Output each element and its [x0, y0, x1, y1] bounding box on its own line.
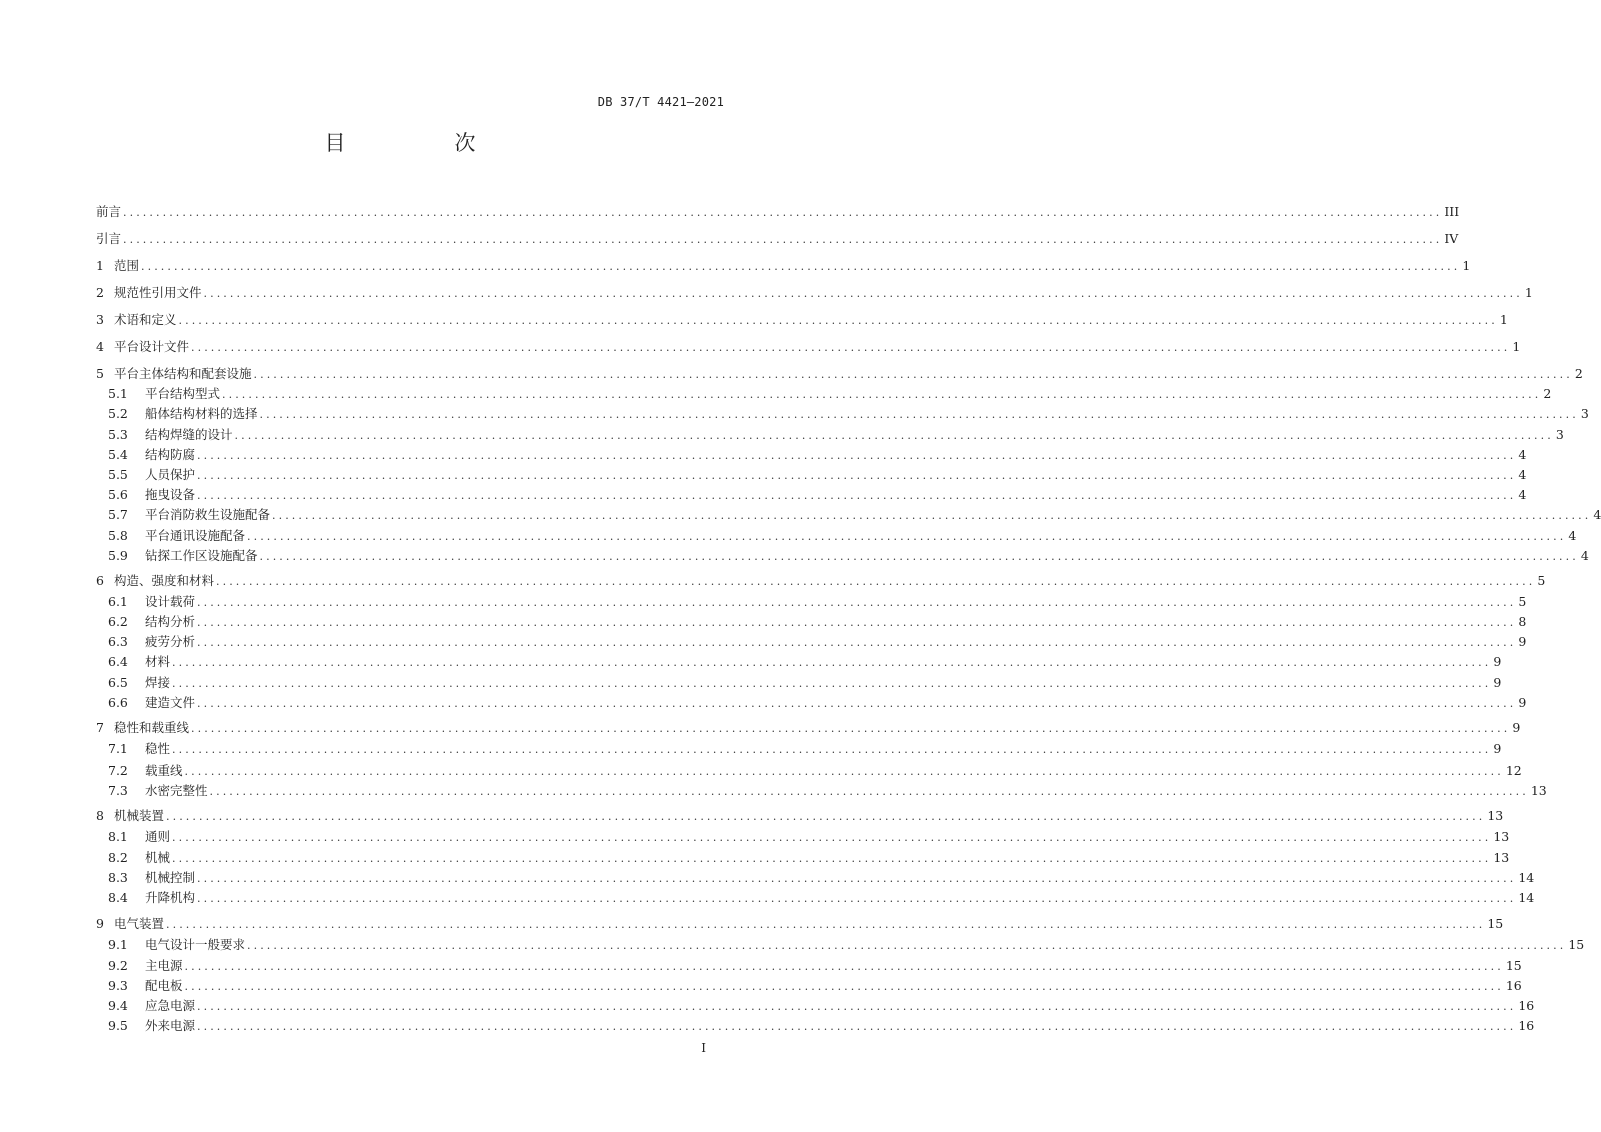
toc-subentry[interactable] [108, 445, 1527, 465]
toc-entry-label: 建造文件 [145, 695, 196, 710]
dot-leader: ........................................................................................................................................................................................................ [203, 287, 1523, 300]
toc-entry-label: 范围 [114, 258, 140, 273]
dot-leader: ........................................................................................................................................................................................................ [253, 368, 1573, 381]
dot-leader: ........................................................................................................................................................................................................ [166, 918, 1486, 931]
toc-entry-page: 2 [1543, 386, 1552, 401]
toc-entry-number: 6.1 [108, 594, 128, 609]
toc-entry-label: 应急电源 [145, 998, 196, 1013]
toc-entry-page: 12 [1505, 763, 1522, 778]
toc-subentry[interactable] [108, 739, 1502, 759]
toc-entry-page: 5 [1518, 594, 1527, 609]
toc-subentry[interactable] [108, 761, 1522, 781]
dot-leader: ........................................................................................................................................................................................................ [272, 509, 1592, 522]
toc-entry-number: 5.2 [108, 406, 128, 421]
toc-entry-label: 机械 [145, 850, 171, 865]
toc-entry-label: 设计载荷 [145, 594, 196, 609]
toc-entry-number: 5.3 [108, 427, 128, 442]
toc-entry-label: 构造、强度和材料 [114, 573, 215, 588]
toc-subentry[interactable] [108, 404, 1589, 424]
toc-subentry[interactable] [108, 632, 1527, 652]
toc-subentry[interactable] [108, 976, 1522, 996]
toc-entry-page: 16 [1518, 1018, 1535, 1033]
toc-entry-label: 电气装置 [114, 916, 165, 931]
toc-entry-label: 结构防腐 [145, 447, 196, 462]
toc-entry-label: 平台设计文件 [114, 339, 190, 354]
toc-entry-page: 9 [1518, 695, 1527, 710]
toc-entry-page: 1 [1499, 312, 1508, 327]
toc-entry-number: 6.2 [108, 614, 128, 629]
toc-entry-page: 1 [1524, 285, 1533, 300]
toc-entry-page: 4 [1593, 507, 1601, 522]
toc-entry-number: 2 [96, 285, 104, 300]
toc-subentry[interactable] [108, 848, 1510, 868]
toc-entry-page: 13 [1493, 850, 1510, 865]
toc-entry-number: 8.2 [108, 850, 128, 865]
toc-entry-number: 5.5 [108, 467, 128, 482]
toc-entry-page: 4 [1568, 528, 1577, 543]
dot-leader: ........................................................................................................................................................................................................ [141, 260, 1461, 273]
toc-subentry[interactable] [108, 612, 1527, 632]
dot-leader: ........................................................................................................................................................................................................ [191, 341, 1511, 354]
toc-entry-page: 1 [1462, 258, 1471, 273]
dot-leader: ........................................................................................................................................................................................................ [123, 233, 1443, 246]
toc-entry-label: 通则 [145, 829, 171, 844]
toc-entry-label: 结构分析 [145, 614, 196, 629]
toc-entry-page: 3 [1580, 406, 1589, 421]
dot-leader: ........................................................................................................................................................................................................ [197, 872, 1517, 885]
toc-entry-number: 9.1 [108, 937, 128, 952]
toc-subentry[interactable] [108, 935, 1585, 955]
toc-entry-number: 6.4 [108, 654, 128, 669]
toc-entry-page: 16 [1518, 998, 1535, 1013]
toc-entry-number: 1 [96, 258, 104, 273]
toc-entry-number: 5.4 [108, 447, 128, 462]
toc-entry-page: III [1444, 204, 1460, 219]
toc-entry-label: 术语和定义 [114, 312, 177, 327]
dot-leader: ........................................................................................................................................................................................................ [234, 429, 1554, 442]
toc-entry-page: 8 [1518, 614, 1527, 629]
toc-entry-number: 5.8 [108, 528, 128, 543]
toc-subentry[interactable] [108, 673, 1502, 693]
toc-entry[interactable] [96, 337, 1521, 357]
toc-entry-number: 6 [96, 573, 104, 588]
toc-entry-number: 6.5 [108, 675, 128, 690]
toc-entry-label: 平台主体结构和配套设施 [114, 366, 252, 381]
toc-entry[interactable] [96, 256, 1471, 276]
dot-leader: ........................................................................................................................................................................................................ [184, 980, 1504, 993]
toc-entry-page: 13 [1493, 829, 1510, 844]
toc-entry-page: 9 [1493, 741, 1502, 756]
toc-entry-label: 疲劳分析 [145, 634, 196, 649]
toc-entry-number: 9.4 [108, 998, 128, 1013]
toc-entry-number: 7.2 [108, 763, 128, 778]
toc-entry-page: 4 [1580, 548, 1589, 563]
toc-entry-label: 前言 [96, 204, 122, 219]
toc-entry-page: 3 [1555, 427, 1564, 442]
dot-leader: ........................................................................................................................................................................................................ [247, 530, 1567, 543]
dot-leader: ........................................................................................................................................................................................................ [197, 616, 1517, 629]
dot-leader: ........................................................................................................................................................................................................ [191, 722, 1511, 735]
dot-leader: ........................................................................................................................................................................................................ [172, 831, 1492, 844]
dot-leader: ........................................................................................................................................................................................................ [247, 939, 1567, 952]
dot-leader: ........................................................................................................................................................................................................ [197, 697, 1517, 710]
toc-entry[interactable] [96, 202, 1460, 222]
toc-entry-page: 4 [1518, 487, 1527, 502]
toc-subentry[interactable] [108, 956, 1522, 976]
toc-entry-label: 引言 [96, 231, 122, 246]
toc-subentry[interactable] [108, 546, 1589, 566]
toc-entry-number: 5.6 [108, 487, 128, 502]
toc-subentry[interactable] [108, 384, 1552, 404]
toc-entry-label: 电气设计一般要求 [145, 937, 246, 952]
dot-leader: ........................................................................................................................................................................................................ [222, 388, 1542, 401]
toc-entry[interactable] [96, 914, 1504, 934]
toc-entry-page: 15 [1487, 916, 1504, 931]
toc-subentry[interactable] [108, 485, 1527, 505]
dot-leader: ........................................................................................................................................................................................................ [197, 892, 1517, 905]
toc-entry-page: 14 [1518, 890, 1535, 905]
toc-entry-label: 焊接 [145, 675, 171, 690]
dot-leader: ........................................................................................................................................................................................................ [172, 656, 1492, 669]
toc-entry-page: 9 [1493, 654, 1502, 669]
toc-entry[interactable] [96, 806, 1504, 826]
dot-leader: ........................................................................................................................................................................................................ [197, 596, 1517, 609]
toc-entry-number: 5.9 [108, 548, 128, 563]
toc-entry-number: 3 [96, 312, 104, 327]
toc-entry-page: 9 [1493, 675, 1502, 690]
dot-leader: ........................................................................................................................................................................................................ [172, 743, 1492, 756]
toc-entry-number: 9.5 [108, 1018, 128, 1033]
toc-entry-number: 8.1 [108, 829, 128, 844]
toc-entry-page: 4 [1518, 447, 1527, 462]
toc-entry-number: 9.3 [108, 978, 128, 993]
toc-entry-number: 7 [96, 720, 104, 735]
dot-leader: ........................................................................................................................................................................................................ [209, 785, 1529, 798]
toc-entry-page: 14 [1518, 870, 1535, 885]
toc-entry-number: 5.7 [108, 507, 128, 522]
toc-entry[interactable] [96, 229, 1459, 249]
document-code: DB 37/T 4421—2021 [597, 95, 724, 109]
page-number: I [701, 1041, 706, 1055]
dot-leader: ........................................................................................................................................................................................................ [197, 1020, 1517, 1033]
dot-leader: ........................................................................................................................................................................................................ [197, 449, 1517, 462]
dot-leader: ........................................................................................................................................................................................................ [197, 1000, 1517, 1013]
toc-entry[interactable] [96, 571, 1546, 591]
toc-subentry[interactable] [108, 996, 1535, 1016]
toc-entry-label: 载重线 [145, 763, 183, 778]
toc-entry-label: 船体结构材料的选择 [145, 406, 258, 421]
toc-entry-page: IV [1444, 231, 1459, 246]
dot-leader: ........................................................................................................................................................................................................ [172, 852, 1492, 865]
toc-entry-number: 9 [96, 916, 104, 931]
toc-subentry[interactable] [108, 592, 1527, 612]
toc-entry-number: 8 [96, 808, 104, 823]
toc-subentry[interactable] [108, 868, 1535, 888]
toc-subentry[interactable] [108, 888, 1535, 908]
toc-entry-label: 水密完整性 [145, 783, 208, 798]
toc-entry-label: 材料 [145, 654, 171, 669]
toc-entry-number: 6.3 [108, 634, 128, 649]
dot-leader: ........................................................................................................................................................................................................ [197, 469, 1517, 482]
dot-leader: ........................................................................................................................................................................................................ [197, 489, 1517, 502]
toc-entry-page: 13 [1487, 808, 1504, 823]
dot-leader: ........................................................................................................................................................................................................ [184, 960, 1504, 973]
toc-entry-label: 拖曳设备 [145, 487, 196, 502]
toc-subentry[interactable] [108, 425, 1564, 445]
toc-subentry[interactable] [108, 526, 1577, 546]
toc-subentry[interactable] [108, 505, 1601, 525]
toc-subentry[interactable] [108, 781, 1547, 801]
dot-leader: ........................................................................................................................................................................................................ [166, 810, 1486, 823]
toc-entry-page: 15 [1568, 937, 1585, 952]
toc-entry[interactable] [96, 364, 1583, 384]
page-title: 目 次 [324, 131, 520, 155]
toc-entry-number: 9.2 [108, 958, 128, 973]
dot-leader: ........................................................................................................................................................................................................ [172, 677, 1492, 690]
dot-leader: ........................................................................................................................................................................................................ [184, 765, 1504, 778]
toc-entry-label: 结构焊缝的设计 [145, 427, 233, 442]
toc-entry-number: 8.3 [108, 870, 128, 885]
toc-entry-label: 外来电源 [145, 1018, 196, 1033]
toc-entry-label: 平台结构型式 [145, 386, 221, 401]
toc-subentry[interactable] [108, 827, 1510, 847]
toc-entry-page: 16 [1505, 978, 1522, 993]
toc-entry[interactable] [96, 283, 1533, 303]
toc-entry-label: 机械装置 [114, 808, 165, 823]
toc-entry-page: 4 [1518, 467, 1527, 482]
toc-entry-label: 配电板 [145, 978, 183, 993]
toc-entry-page: 15 [1505, 958, 1522, 973]
toc-entry-page: 1 [1512, 339, 1521, 354]
toc-entry-label: 稳性 [145, 741, 171, 756]
toc-entry-label: 钻探工作区设施配备 [145, 548, 258, 563]
toc-entry-number: 5.1 [108, 386, 128, 401]
toc-entry-label: 稳性和载重线 [114, 720, 190, 735]
dot-leader: ........................................................................................................................................................................................................ [216, 575, 1536, 588]
toc-subentry[interactable] [108, 1016, 1535, 1036]
dot-leader: ........................................................................................................................................................................................................ [197, 636, 1517, 649]
toc-entry-label: 平台消防救生设施配备 [145, 507, 271, 522]
toc-entry-page: 2 [1574, 366, 1583, 381]
toc-entry-number: 4 [96, 339, 104, 354]
toc-entry-number: 7.1 [108, 741, 128, 756]
toc-entry-label: 主电源 [145, 958, 183, 973]
toc-entry-page: 13 [1530, 783, 1547, 798]
toc-subentry[interactable] [108, 693, 1527, 713]
toc-entry-label: 升降机构 [145, 890, 196, 905]
toc-entry[interactable] [96, 718, 1521, 738]
dot-leader: ........................................................................................................................................................................................................ [259, 550, 1579, 563]
dot-leader: ........................................................................................................................................................................................................ [259, 408, 1579, 421]
toc-entry-page: 5 [1537, 573, 1546, 588]
dot-leader: ........................................................................................................................................................................................................ [123, 206, 1443, 219]
toc-entry-number: 7.3 [108, 783, 128, 798]
toc-entry[interactable] [96, 310, 1508, 330]
toc-entry-label: 人员保护 [145, 467, 196, 482]
toc-entry-page: 9 [1518, 634, 1527, 649]
toc-subentry[interactable] [108, 465, 1527, 485]
toc-entry-label: 平台通讯设施配备 [145, 528, 246, 543]
dot-leader: ........................................................................................................................................................................................................ [178, 314, 1498, 327]
toc-entry-page: 9 [1512, 720, 1521, 735]
toc-entry-number: 5 [96, 366, 104, 381]
toc-subentry[interactable] [108, 652, 1502, 672]
toc-entry-label: 规范性引用文件 [114, 285, 202, 300]
toc-entry-number: 8.4 [108, 890, 128, 905]
toc-entry-label: 机械控制 [145, 870, 196, 885]
toc-entry-number: 6.6 [108, 695, 128, 710]
